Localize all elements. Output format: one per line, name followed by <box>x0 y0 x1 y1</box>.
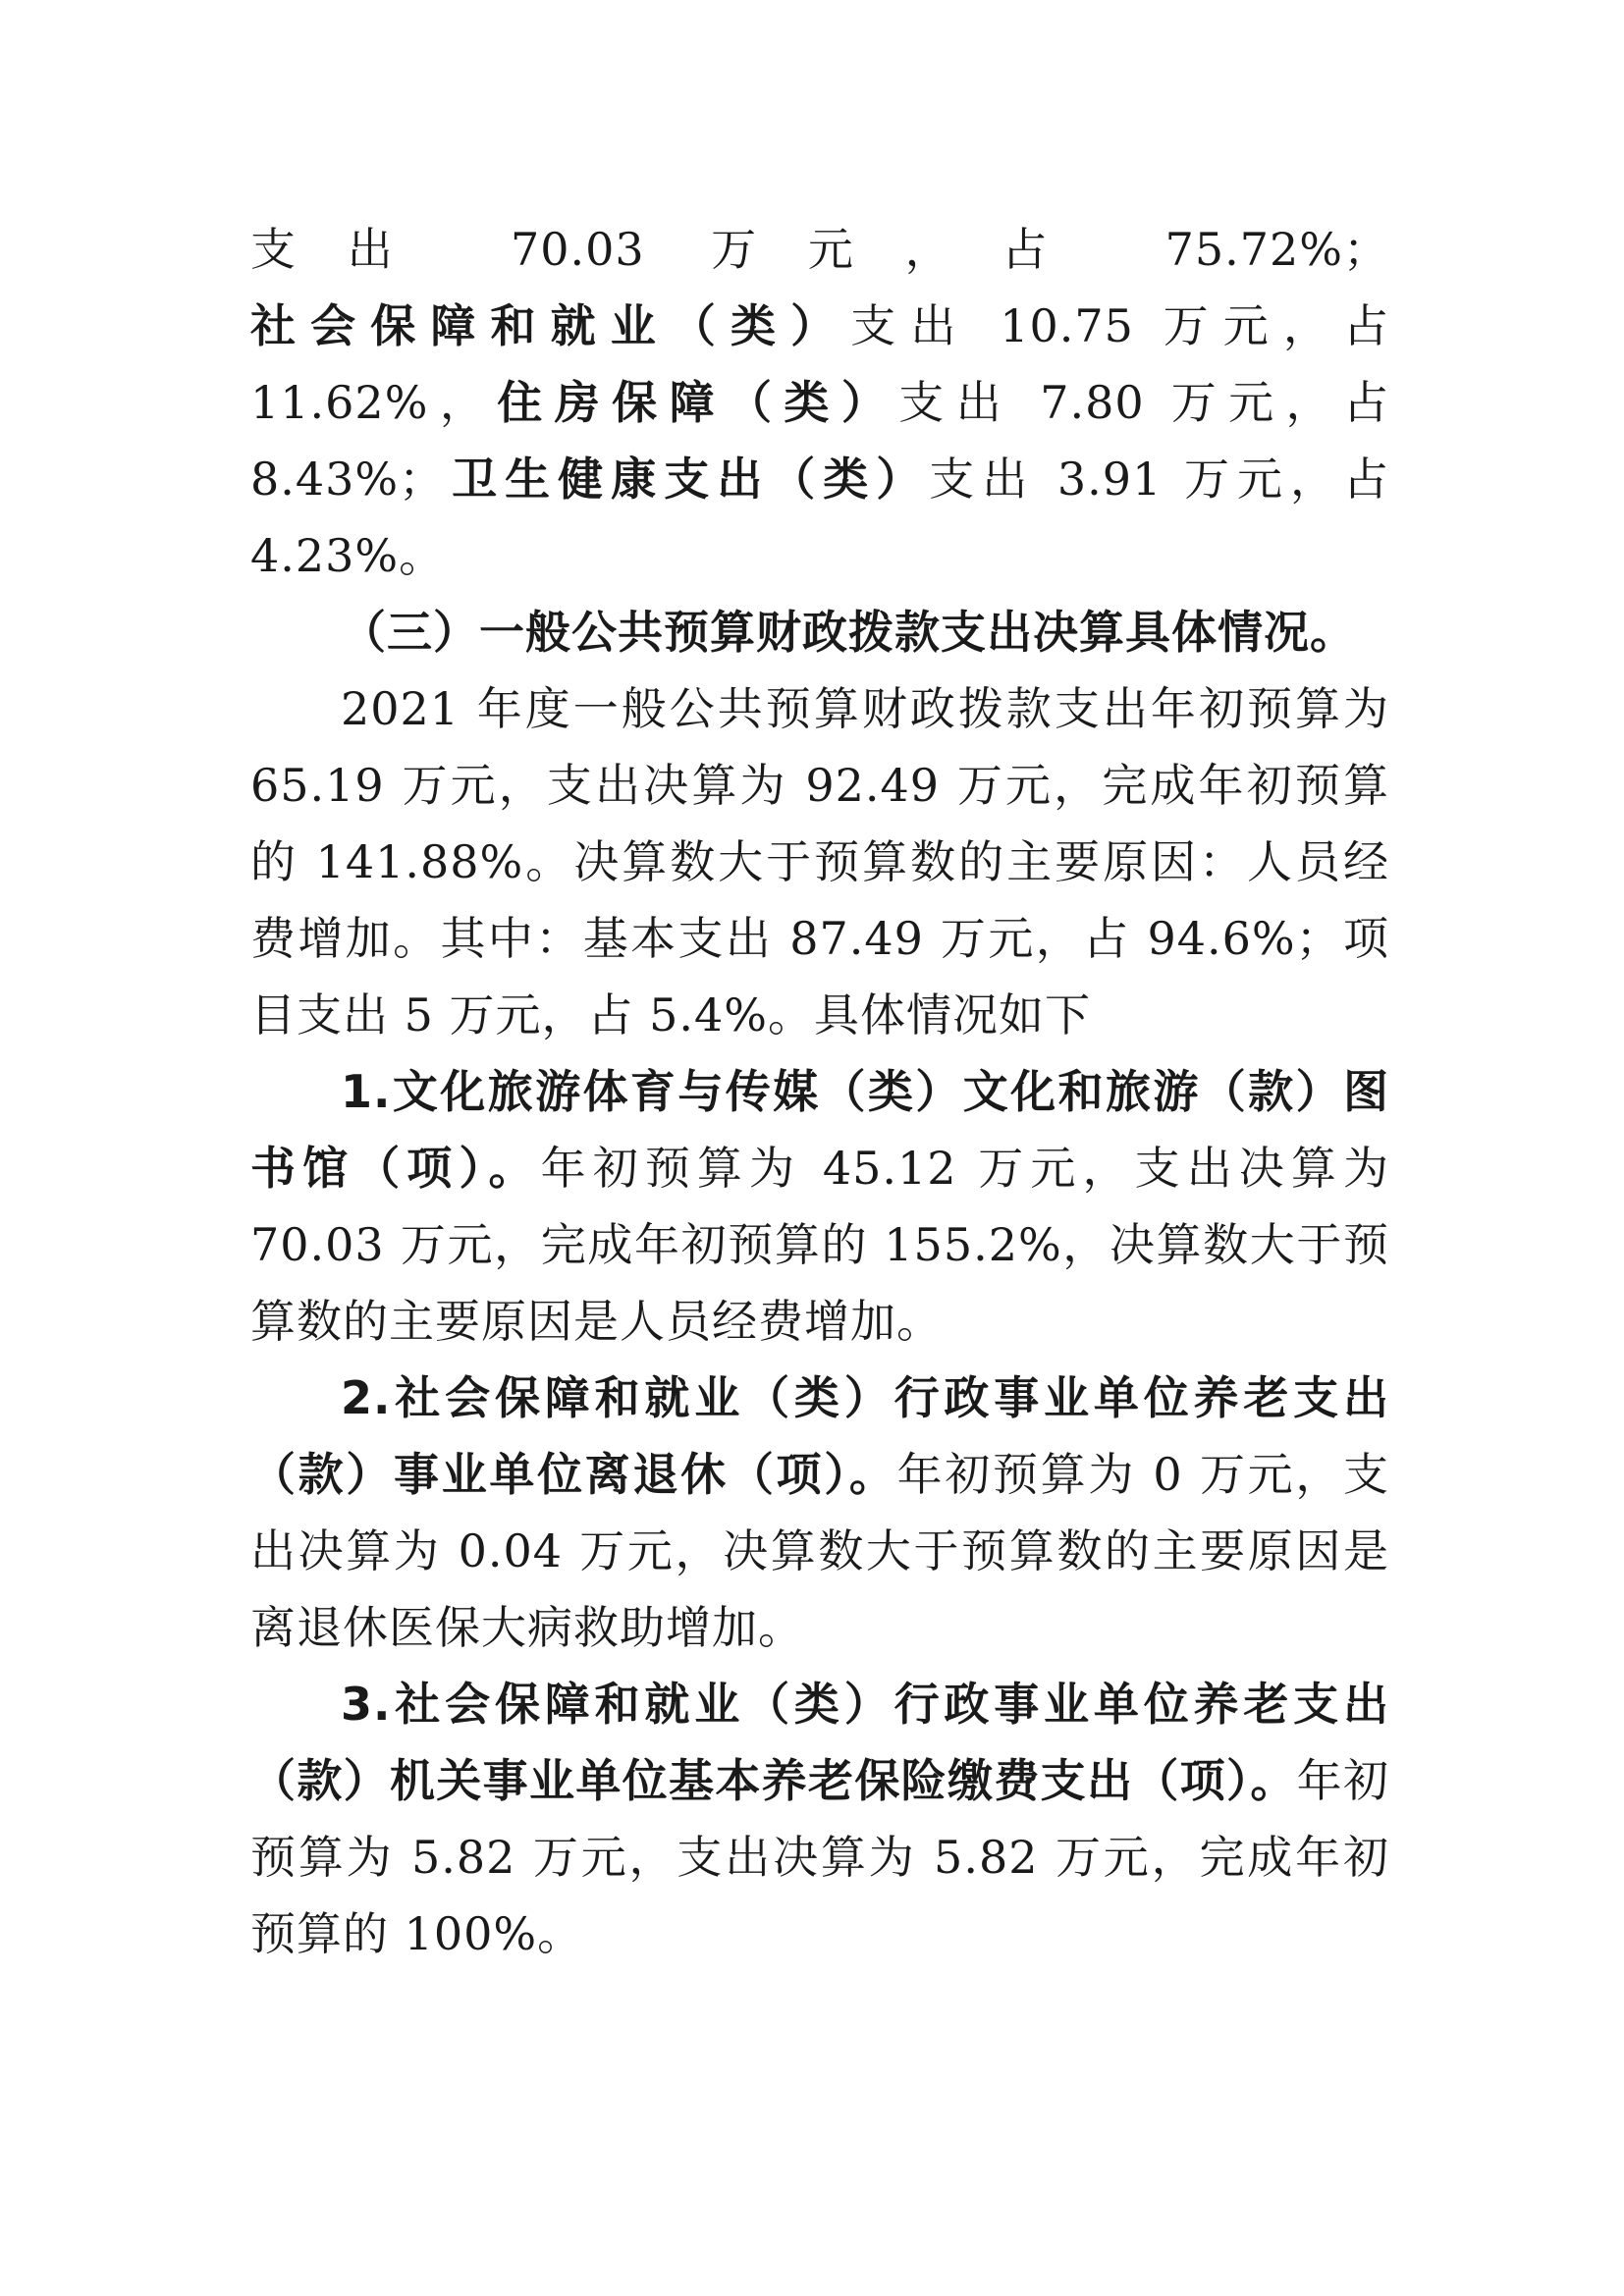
bold-health: 卫生健康支出（类） <box>445 453 930 506</box>
text-culture-expense: 支出 70.03 万元，占 75.72%； <box>250 223 1389 276</box>
bold-housing: 住房保障（类） <box>497 376 899 429</box>
bold-social-security: 社会保障和就业（类） <box>250 299 851 352</box>
item-2-title: 2.社会保障和就业（类）行政事业单位养老支出（款）事业单位离退休（项）。 <box>250 1371 1389 1501</box>
item-3-text: 年初预算为 5.82 万元，支出决算为 5.82 万元，完成年初预算的 100%。 <box>250 1754 1390 1960</box>
text-health-expense: 支出 3.91 万元，占 4.23%。 <box>250 453 1390 582</box>
item-1-text: 年初预算为 45.12 万元，支出决算为 70.03 万元，完成年初预算的 155.2%，决算数大于预算数的主要原因是人员经费增加。 <box>250 1142 1390 1348</box>
item-3-paragraph <box>250 1666 1389 1972</box>
item-1-paragraph <box>250 1053 1389 1360</box>
section-title: （三）一般公共预算财政拨款支出决算具体情况。 <box>341 606 1356 659</box>
text-social-security-expense: 支出 10.75 万元，占 11.62%， <box>250 299 1390 429</box>
paragraph-expenditure-breakdown <box>250 211 1389 594</box>
item-1-title: 1.文化旅游体育与传媒（类）文化和旅游（款）图书馆（项）。 <box>250 1065 1389 1195</box>
item-2-text: 年初预算为 0 万元，支出决算为 0.04 万元，决算数大于预算数的主要原因是离退休医保大病救助增加。 <box>250 1448 1390 1654</box>
document-page <box>250 211 1389 1972</box>
item-2-paragraph <box>250 1360 1389 1666</box>
text-housing-expense: 支出 7.80 万元，占 8.43%； <box>250 376 1389 506</box>
paragraph-overview: 2021 年度一般公共预算财政拨款支出年初预算为 65.19 万元，支出决算为 92.49 万元，完成年初预算的 141.88%。决算数大于预算数的主要原因：人员经费增加。其中：基本支出 87.49 万元，占 94.6%；项目支出 5 万元，占 5.4%。具体情况如下 <box>250 682 1389 1041</box>
item-3-title: 3.社会保障和就业（类）行政事业单位养老支出（款）机关事业单位基本养老保险缴费支出（项）。 <box>250 1678 1389 1807</box>
